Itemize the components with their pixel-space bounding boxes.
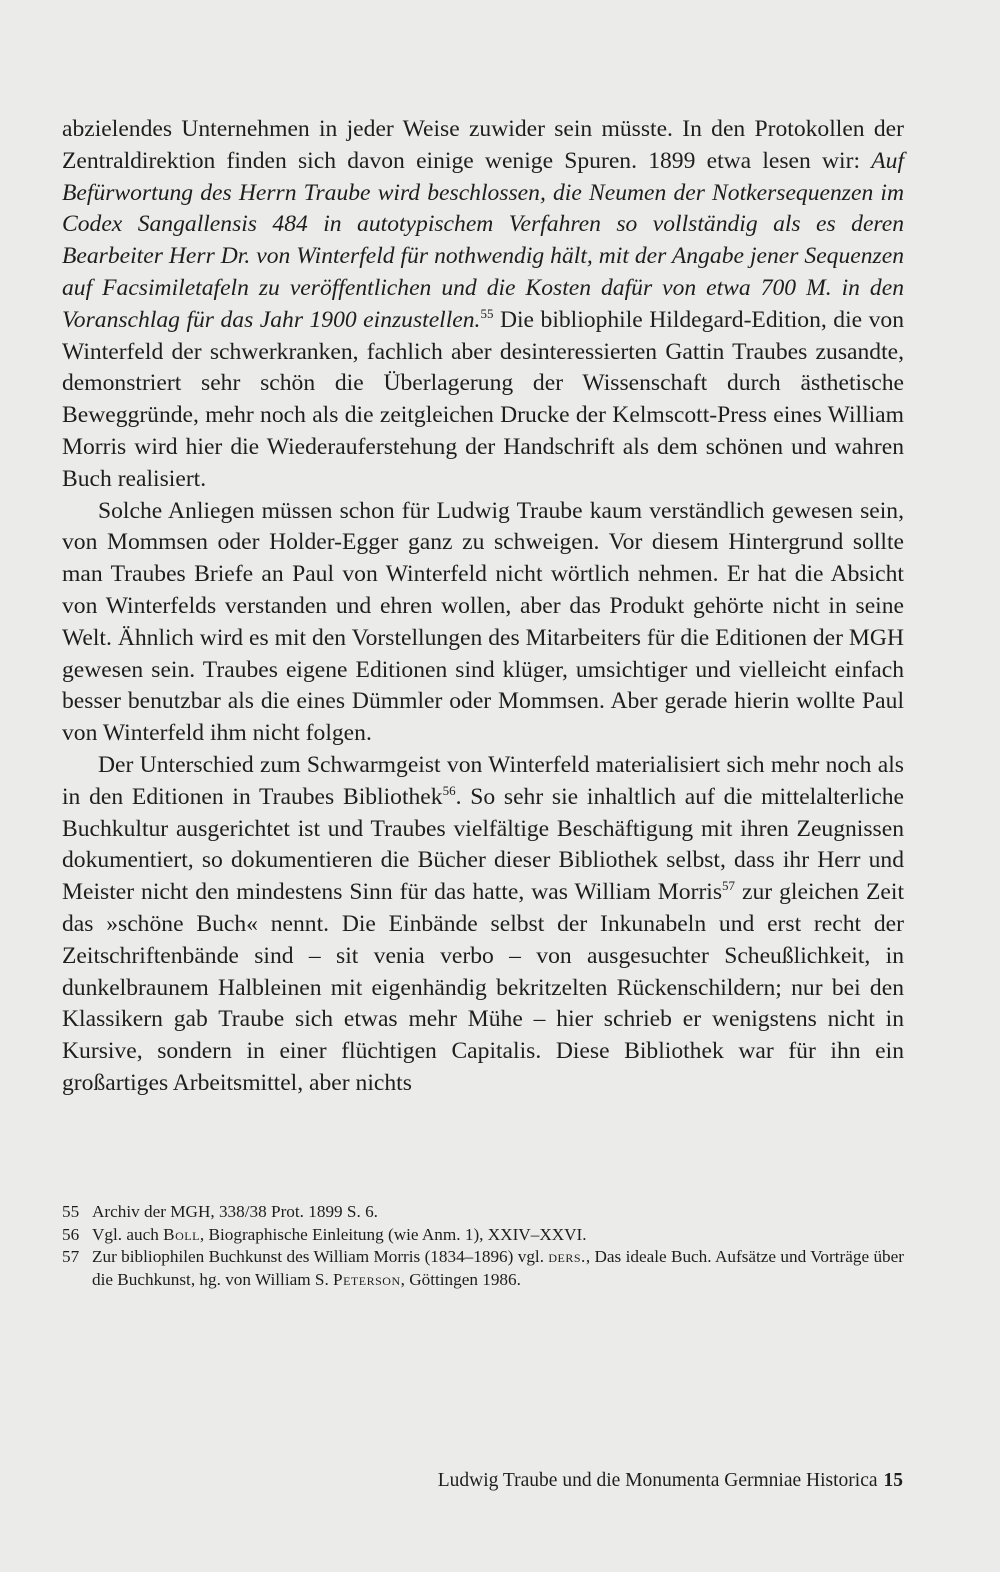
footnote-ref-55[interactable]: 55	[480, 305, 494, 321]
author-name: Peterson	[333, 1269, 401, 1289]
author-name: Boll	[163, 1224, 200, 1244]
running-title: Ludwig Traube und die Monumenta Germniae Historica	[437, 1470, 878, 1491]
footnote-number: 56	[62, 1224, 80, 1244]
footnote-text: Vgl. auch Boll, Biographische Einleitung (wie Anm. 1), XXIV–XXVI.	[92, 1224, 587, 1244]
paragraph-1: abzielendes Unternehmen in jeder Weise zuwider sein müsste. In den Protokollen der Zentraldirektion finden sich davon einige wenige Spuren. 1899 etwa lesen wir: Auf Befürwortung des Herrn Traube wird beschlossen, die Neumen der Notkersequenzen im Codex Sangallensis 484 in autotypischem Verfahren so vollständig als es deren Bearbeiter Herr Dr. von Winterfeld für nothwendig hält, mit der Angabe jener Sequenzen auf Facsimiletafeln zu veröffentlichen und die Kosten dafür von etwa 700 M. in den Voranschlag für das Jahr 1900 einzustellen.$^{55}$ Die bibliophile Hildegard-Edition, die von Winterfeld der schwerkranken, fachlich aber desinteressierten Gattin Traubes zusandte, demonstriert sehr schön die Überlagerung der Wissenschaft durch ästhetische Beweggründe, mehr noch als die zeitgleichen Drucke der Kelmscott-Press eines William Morris wird hier die Wiederauferstehung der Handschrift als dem schönen und wahren Buch realisiert.	[62, 116, 904, 492]
paragraph-2: Solche Anliegen müssen schon für Ludwig Traube kaum verständlich gewesen sein, von Mommsen oder Holder-Egger ganz zu schweigen. Vor diesem Hintergrund sollte man Traubes Briefe an Paul von Winterfeld nicht wörtlich nehmen. Er hat die Absicht von Winterfelds verstanden und ehren wollen, aber das Produkt gehörte nicht in seine Welt. Ähnlich wird es mit den Vorstellungen des Mitarbeiters für die Editionen der MGH gewesen sein. Traubes eigene Editionen sind klüger, umsichtiger und vielleicht einfach besser benutzbar als die eines Dümmler oder Mommsen. Aber gerade hierin wollte Paul von Winterfeld ihm nicht folgen.	[62, 497, 904, 747]
footnote-ref-56[interactable]: 56	[442, 782, 456, 798]
protocol-quotation: Auf Befürwortung des Herrn Traube wird beschlossen, die Neumen der Notkersequenzen im Codex Sangallensis 484 in autotypischem Verfahren so vollständig als es deren Bearbeiter Herr Dr. von Winterfeld für nothwendig hält, mit der Angabe jener Sequenzen auf Facsimiletafeln zu veröffentlichen und die Kosten dafür von etwa 700 M. in den Voranschlag für das Jahr 1900 einzustellen.	[62, 147, 904, 333]
footnote-56	[62, 1224, 904, 1247]
author-name: ders.	[548, 1247, 586, 1266]
footnote-text: Archiv der MGH, 338/38 Prot. 1899 S. 6.	[92, 1202, 378, 1221]
footnote-text: Zur bibliophilen Buchkunst des William Morris (1834–1896) vgl. ders., Das ideale Buch. Aufsätze und Vorträge über die Buchkunst, hg. von William S. Peterson, Göttingen 1986.	[92, 1247, 904, 1289]
page-number: 15	[883, 1470, 903, 1491]
running-footer	[438, 1470, 903, 1492]
footnote-ref-57[interactable]: 57	[722, 878, 736, 894]
footnote-57	[62, 1246, 904, 1291]
main-text	[62, 114, 904, 1100]
footnote-55	[62, 1201, 904, 1224]
paragraph-3: Der Unterschied zum Schwarmgeist von Winterfeld materialisiert sich mehr noch als in den Editionen in Traubes Bibliothek$^{56}$. So sehr sie inhaltlich auf die mittelalterliche Buchkultur ausgerichtet ist und Traubes vielfältige Beschäftigung mit ihren Zeugnissen dokumentiert, so dokumentieren die Bücher dieser Bibliothek selbst, dass ihr Herr und Meister nicht den mindestens Sinn für das hatte, was William Morris$^{57}$ zur gleichen Zeit das »schöne Buch« nennt. Die Einbände selbst der Inkunabeln und erst recht der Zeitschriftenbände sind – sit venia verbo – von ausgesuchter Scheußlichkeit, in dunkelbraunem Halbleinen mit eigenhändig bekritzelten Rückenschildern; nur bei den Klassikern gab Traube sich etwas mehr Mühe – hier schrieb er wenigstens nicht in Kursive, sondern in einer flüchtigen Capitalis. Diese Bibliothek war für ihn ein großartiges Arbeitsmittel, aber nichts	[62, 751, 904, 1096]
footnote-number: 57	[62, 1247, 80, 1266]
footnotes	[62, 1201, 904, 1291]
footnote-number: 55	[62, 1202, 80, 1221]
